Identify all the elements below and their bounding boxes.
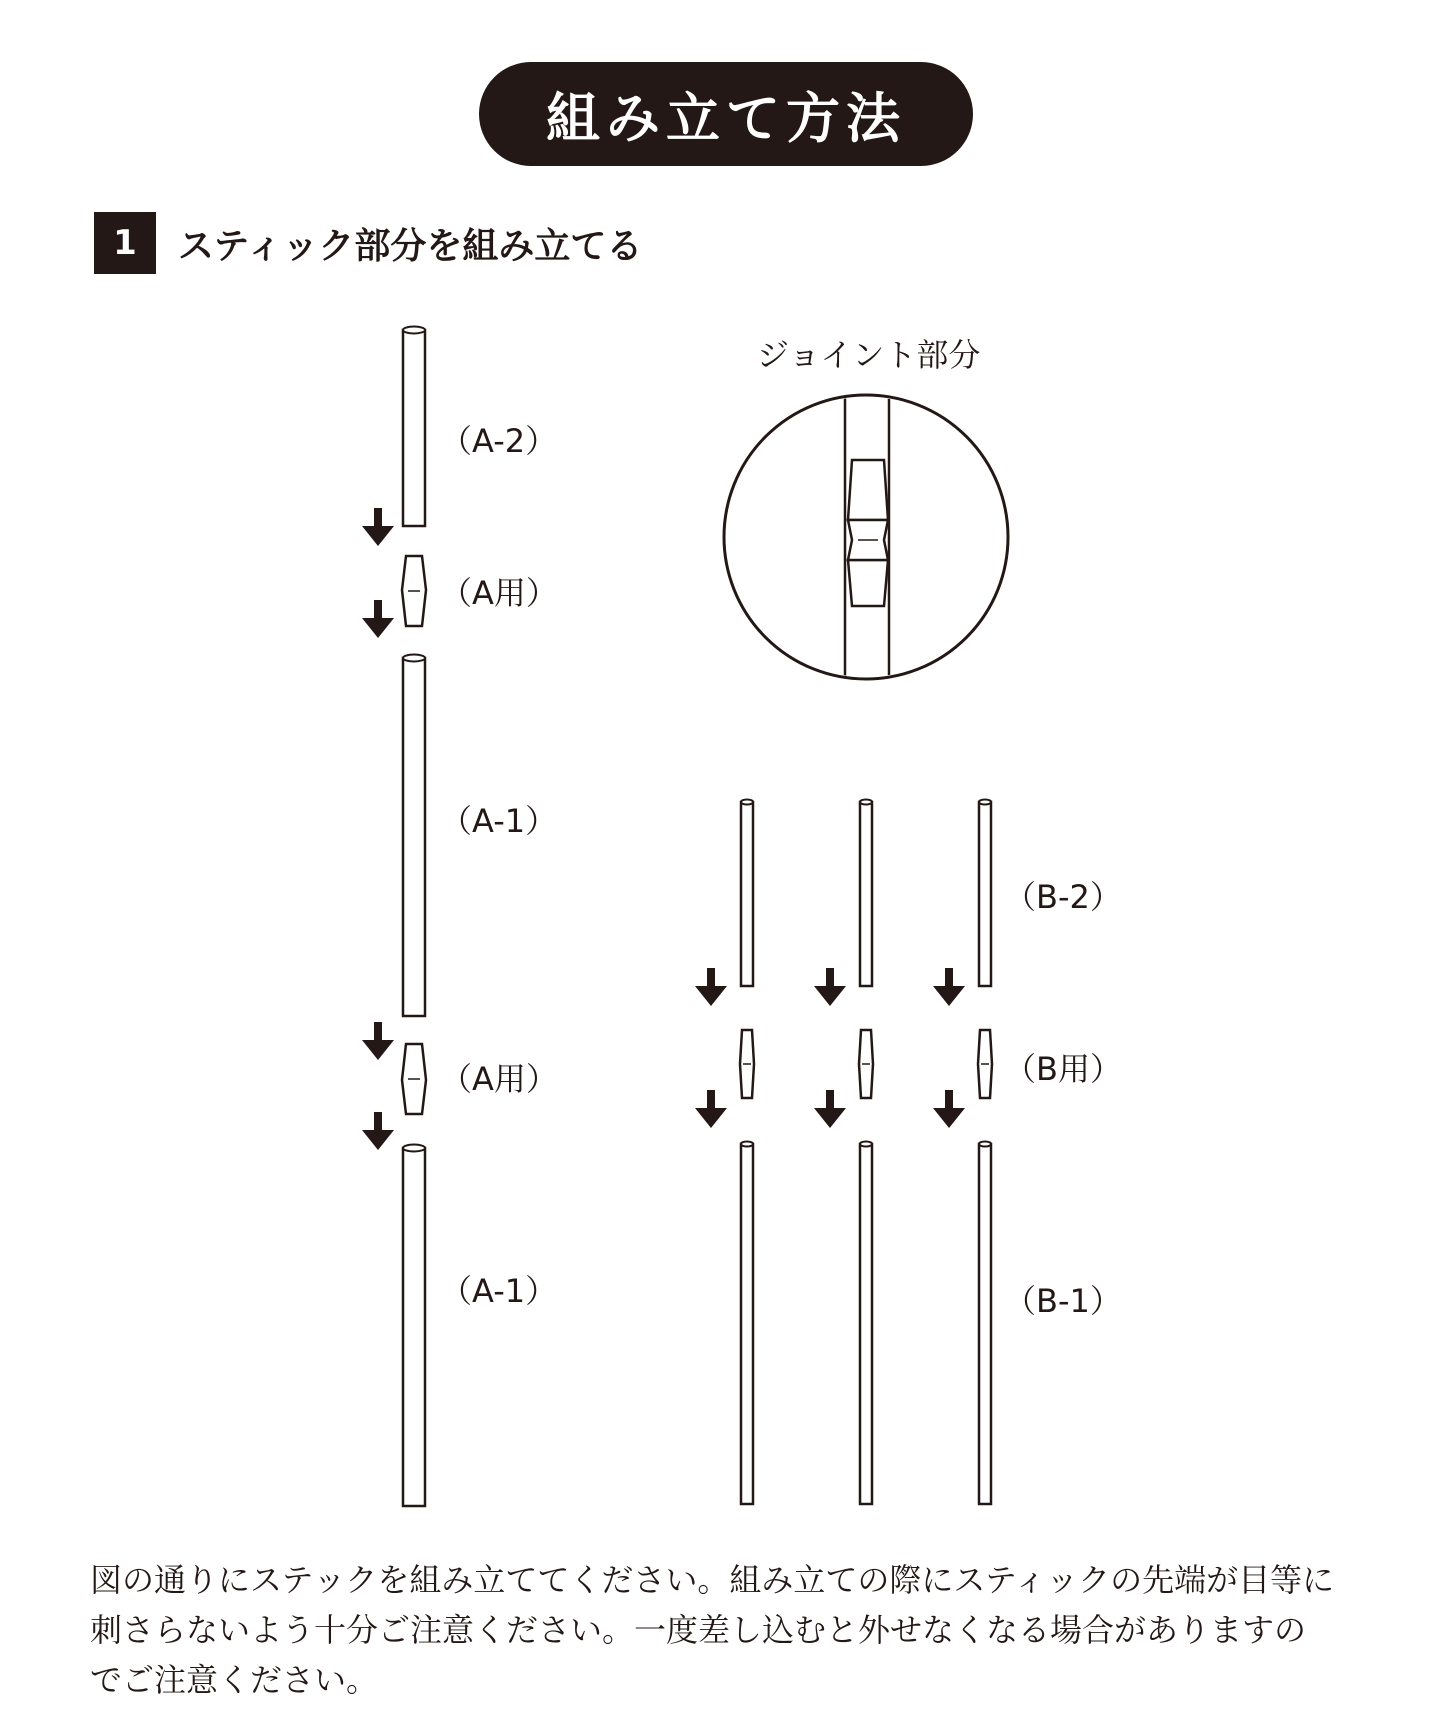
stick-a1-lower [403, 1145, 425, 1507]
note-line: でご注意ください。 [90, 1661, 379, 1699]
label-a1-upper: （A-1） [440, 802, 558, 840]
label-b1: （B-1） [1004, 1282, 1122, 1320]
label-b-joint: （B用） [1004, 1050, 1122, 1088]
label-a-joint-1: （A用） [440, 574, 558, 612]
joint-a-upper [402, 556, 426, 626]
instruction-note [90, 1555, 1370, 1705]
down-arrow-icon [362, 600, 394, 638]
label-b2: （B-2） [1004, 878, 1122, 916]
stick-a2 [403, 327, 425, 527]
note-line: 図の通りにステックを組み立ててください。組み立ての際にスティックの先端が目等に [90, 1561, 1335, 1599]
step-title: スティック部分を組み立てる [178, 225, 643, 267]
joint-detail-circle [724, 390, 1008, 690]
note-line: 刺さらないよう十分ご注意ください。一度差し込むと外せなくなる場合がありますの [90, 1611, 1307, 1649]
down-arrow-icon [362, 508, 394, 546]
b-stick-column-3 [933, 800, 992, 1505]
down-arrow-icon [362, 1022, 394, 1060]
down-arrow-icon [362, 1112, 394, 1150]
label-a2: （A-2） [440, 422, 558, 460]
b-stick-column-2 [814, 800, 873, 1505]
page-title: 組み立て方法 [546, 86, 906, 150]
label-a-joint-2: （A用） [440, 1060, 558, 1098]
label-a1-lower: （A-1） [440, 1272, 558, 1310]
stick-a1-upper [403, 655, 425, 1017]
step-number-badge: 1 [94, 212, 156, 274]
b-stick-column-1 [695, 800, 754, 1505]
label-joint-detail: ジョイント部分 [757, 336, 981, 374]
joint-a-lower [402, 1044, 426, 1114]
